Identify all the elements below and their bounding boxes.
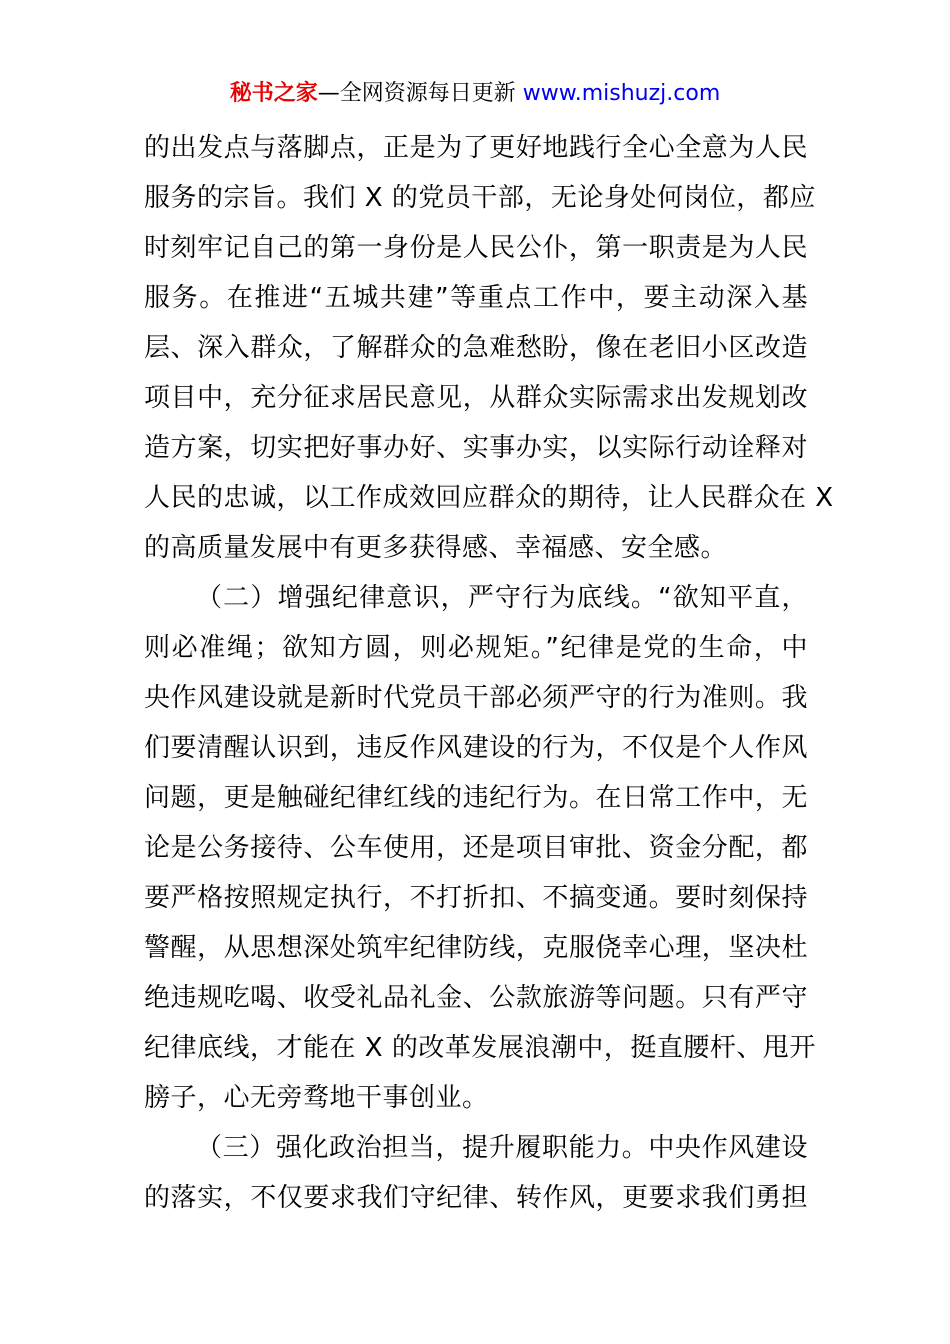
text-line: 纪律底线，才能在 X 的改革发展浪潮中，挺直腰杆、甩开 xyxy=(144,1033,816,1063)
site-header xyxy=(0,78,950,110)
text-line: 层、深入群众，了解群众的急难愁盼，像在老旧小区改造 xyxy=(144,333,808,363)
text-line: 人民的忠诚，以工作成效回应群众的期待，让人民群众在 X xyxy=(144,483,834,513)
brand-name: 秘书之家 xyxy=(229,81,318,106)
text-line: 造方案，切实把好事办好、实事办实，以实际行动诠释对 xyxy=(144,433,808,463)
site-url-link[interactable]: www.mishuzj.com xyxy=(522,81,721,106)
section-heading-line: （二）增强纪律意识，严守行为底线。“欲知平直， xyxy=(196,583,808,613)
text-line: 要严格按照规定执行，不打折扣、不搞变通。要时刻保持 xyxy=(144,883,808,913)
text-line: 项目中，充分征求居民意见，从群众实际需求出发规划改 xyxy=(144,383,808,413)
text-line: 央作风建设就是新时代党员干部必须严守的行为准则。我 xyxy=(144,683,808,713)
section-heading-line: （三）强化政治担当，提升履职能力。中央作风建设 xyxy=(196,1133,808,1163)
text-line: 的落实，不仅要求我们守纪律、转作风，更要求我们勇担 xyxy=(144,1183,808,1213)
text-line: 的高质量发展中有更多获得感、幸福感、安全感。 xyxy=(144,533,728,563)
text-line: 警醒，从思想深处筑牢纪律防线，克服侥幸心理，坚决杜 xyxy=(144,933,808,963)
header-tagline: —全网资源每日更新 xyxy=(317,81,523,106)
text-line: 的出发点与落脚点，正是为了更好地践行全心全意为人民 xyxy=(144,133,808,163)
text-line: 论是公务接待、公车使用，还是项目审批、资金分配，都 xyxy=(144,833,808,863)
text-line: 问题，更是触碰纪律红线的违纪行为。在日常工作中，无 xyxy=(144,783,808,813)
text-line: 们要清醒认识到，违反作风建设的行为，不仅是个人作风 xyxy=(144,733,808,763)
text-line: 服务。在推进“五城共建”等重点工作中，要主动深入基 xyxy=(144,283,808,313)
text-line: 绝违规吃喝、收受礼品礼金、公款旅游等问题。只有严守 xyxy=(144,983,808,1013)
document-body xyxy=(144,123,834,1223)
text-line: 时刻牢记自己的第一身份是人民公仆，第一职责是为人民 xyxy=(144,233,808,263)
text-line: 则必准绳；欲知方圆，则必规矩。”纪律是党的生命，中 xyxy=(144,633,808,663)
text-line: 膀子，心无旁骛地干事创业。 xyxy=(144,1083,489,1113)
text-line: 服务的宗旨。我们 X 的党员干部，无论身处何岗位，都应 xyxy=(144,183,816,213)
